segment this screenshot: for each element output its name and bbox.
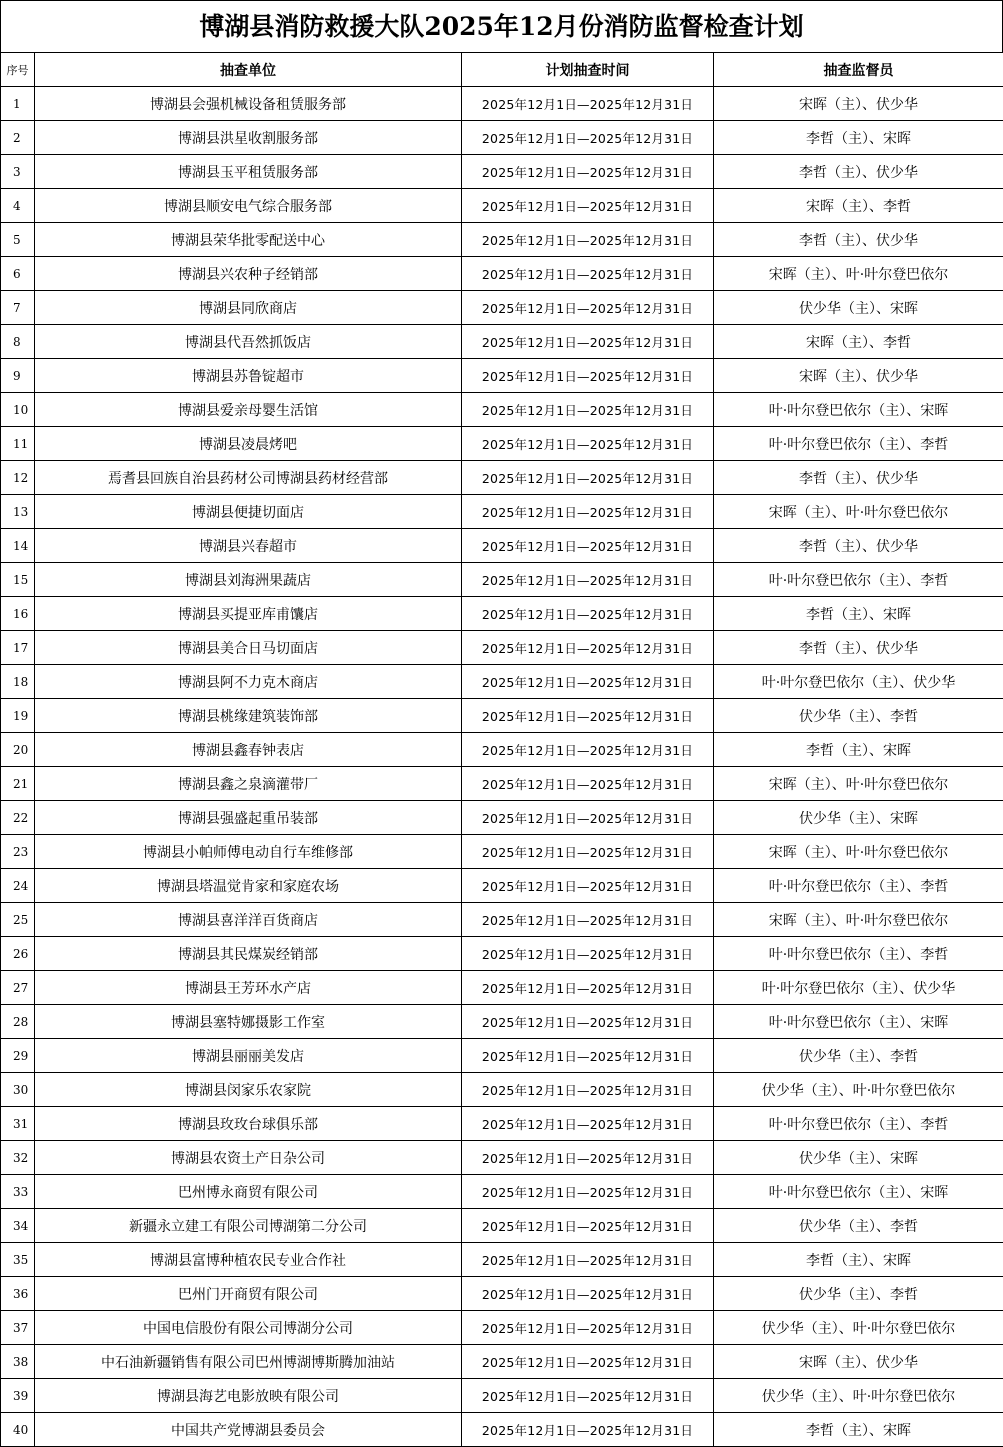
table-row bbox=[1, 563, 1003, 597]
row-staff: 李哲（主）、宋晖 bbox=[714, 597, 1003, 631]
row-unit: 博湖县塔温觉肯家和家庭农场 bbox=[35, 869, 462, 903]
row-number: 14 bbox=[1, 529, 35, 563]
row-number: 6 bbox=[1, 257, 35, 291]
row-number: 13 bbox=[1, 495, 35, 529]
row-time: 2025年12月1日—2025年12月31日 bbox=[462, 733, 714, 767]
row-staff: 李哲（主）、伏少华 bbox=[714, 461, 1003, 495]
row-number: 16 bbox=[1, 597, 35, 631]
row-unit: 博湖县爱亲母婴生活馆 bbox=[35, 393, 462, 427]
row-unit: 中国电信股份有限公司博湖分公司 bbox=[35, 1311, 462, 1345]
table-row bbox=[1, 1243, 1003, 1277]
row-unit: 博湖县玉平租赁服务部 bbox=[35, 155, 462, 189]
table-row bbox=[1, 223, 1003, 257]
row-number: 21 bbox=[1, 767, 35, 801]
table-row bbox=[1, 393, 1003, 427]
row-staff: 伏少华（主）、叶·叶尔登巴依尔 bbox=[714, 1073, 1003, 1107]
table-row bbox=[1, 971, 1003, 1005]
row-unit: 巴州博永商贸有限公司 bbox=[35, 1175, 462, 1209]
row-time: 2025年12月1日—2025年12月31日 bbox=[462, 869, 714, 903]
row-staff: 伏少华（主）、李哲 bbox=[714, 1209, 1003, 1243]
row-staff: 宋晖（主）、李哲 bbox=[714, 189, 1003, 223]
row-staff: 叶·叶尔登巴依尔（主）、李哲 bbox=[714, 1107, 1003, 1141]
row-staff: 叶·叶尔登巴依尔（主）、宋晖 bbox=[714, 393, 1003, 427]
row-unit: 博湖县鑫春钟表店 bbox=[35, 733, 462, 767]
row-time: 2025年12月1日—2025年12月31日 bbox=[462, 699, 714, 733]
row-time: 2025年12月1日—2025年12月31日 bbox=[462, 359, 714, 393]
row-staff: 伏少华（主）、叶·叶尔登巴依尔 bbox=[714, 1379, 1003, 1413]
row-unit: 新疆永立建工有限公司博湖第二分公司 bbox=[35, 1209, 462, 1243]
row-time: 2025年12月1日—2025年12月31日 bbox=[462, 495, 714, 529]
row-number: 36 bbox=[1, 1277, 35, 1311]
row-time: 2025年12月1日—2025年12月31日 bbox=[462, 325, 714, 359]
row-number: 38 bbox=[1, 1345, 35, 1379]
table-row bbox=[1, 121, 1003, 155]
row-time: 2025年12月1日—2025年12月31日 bbox=[462, 291, 714, 325]
row-staff: 李哲（主）、宋晖 bbox=[714, 121, 1003, 155]
row-number: 18 bbox=[1, 665, 35, 699]
row-number: 28 bbox=[1, 1005, 35, 1039]
row-number: 11 bbox=[1, 427, 35, 461]
row-unit: 博湖县鑫之泉滴灌带厂 bbox=[35, 767, 462, 801]
table-row bbox=[1, 359, 1003, 393]
row-unit: 博湖县洪星收割服务部 bbox=[35, 121, 462, 155]
row-staff: 宋晖（主）、叶·叶尔登巴依尔 bbox=[714, 257, 1003, 291]
row-staff: 叶·叶尔登巴依尔（主）、伏少华 bbox=[714, 665, 1003, 699]
row-number: 30 bbox=[1, 1073, 35, 1107]
row-unit: 博湖县丽丽美发店 bbox=[35, 1039, 462, 1073]
row-staff: 宋晖（主）、伏少华 bbox=[714, 87, 1003, 121]
row-number: 34 bbox=[1, 1209, 35, 1243]
row-staff: 宋晖（主）、叶·叶尔登巴依尔 bbox=[714, 835, 1003, 869]
row-time: 2025年12月1日—2025年12月31日 bbox=[462, 461, 714, 495]
row-unit: 博湖县便捷切面店 bbox=[35, 495, 462, 529]
header-no: 序号 bbox=[1, 53, 35, 87]
table-row bbox=[1, 1209, 1003, 1243]
row-staff: 宋晖（主）、李哲 bbox=[714, 325, 1003, 359]
row-staff: 叶·叶尔登巴依尔（主）、李哲 bbox=[714, 563, 1003, 597]
row-number: 23 bbox=[1, 835, 35, 869]
row-staff: 叶·叶尔登巴依尔（主）、伏少华 bbox=[714, 971, 1003, 1005]
table-row bbox=[1, 291, 1003, 325]
row-staff: 宋晖（主）、伏少华 bbox=[714, 359, 1003, 393]
row-time: 2025年12月1日—2025年12月31日 bbox=[462, 1073, 714, 1107]
row-number: 15 bbox=[1, 563, 35, 597]
row-staff: 伏少华（主）、李哲 bbox=[714, 1039, 1003, 1073]
row-unit: 博湖县刘海洲果蔬店 bbox=[35, 563, 462, 597]
row-time: 2025年12月1日—2025年12月31日 bbox=[462, 87, 714, 121]
table-row bbox=[1, 1175, 1003, 1209]
row-time: 2025年12月1日—2025年12月31日 bbox=[462, 1005, 714, 1039]
row-unit: 博湖县代吾然抓饭店 bbox=[35, 325, 462, 359]
table-row bbox=[1, 257, 1003, 291]
row-unit: 博湖县喜洋洋百货商店 bbox=[35, 903, 462, 937]
row-time: 2025年12月1日—2025年12月31日 bbox=[462, 155, 714, 189]
row-time: 2025年12月1日—2025年12月31日 bbox=[462, 529, 714, 563]
row-unit: 中石油新疆销售有限公司巴州博湖博斯腾加油站 bbox=[35, 1345, 462, 1379]
row-staff: 李哲（主）、伏少华 bbox=[714, 155, 1003, 189]
row-staff: 宋晖（主）、叶·叶尔登巴依尔 bbox=[714, 903, 1003, 937]
table-row bbox=[1, 1311, 1003, 1345]
table-row bbox=[1, 1413, 1003, 1447]
row-number: 26 bbox=[1, 937, 35, 971]
table-row bbox=[1, 835, 1003, 869]
row-number: 22 bbox=[1, 801, 35, 835]
row-time: 2025年12月1日—2025年12月31日 bbox=[462, 1379, 714, 1413]
row-time: 2025年12月1日—2025年12月31日 bbox=[462, 1243, 714, 1277]
row-number: 19 bbox=[1, 699, 35, 733]
row-time: 2025年12月1日—2025年12月31日 bbox=[462, 631, 714, 665]
row-unit: 博湖县顺安电气综合服务部 bbox=[35, 189, 462, 223]
table-row bbox=[1, 1073, 1003, 1107]
row-staff: 叶·叶尔登巴依尔（主）、李哲 bbox=[714, 937, 1003, 971]
row-time: 2025年12月1日—2025年12月31日 bbox=[462, 1107, 714, 1141]
row-unit: 博湖县兴春超市 bbox=[35, 529, 462, 563]
row-staff: 伏少华（主）、宋晖 bbox=[714, 801, 1003, 835]
row-time: 2025年12月1日—2025年12月31日 bbox=[462, 971, 714, 1005]
table-header bbox=[1, 53, 1003, 87]
row-number: 20 bbox=[1, 733, 35, 767]
table-row bbox=[1, 1039, 1003, 1073]
row-time: 2025年12月1日—2025年12月31日 bbox=[462, 1413, 714, 1447]
table-row bbox=[1, 597, 1003, 631]
row-time: 2025年12月1日—2025年12月31日 bbox=[462, 563, 714, 597]
table-row bbox=[1, 529, 1003, 563]
header-time: 计划抽查时间 bbox=[462, 53, 714, 87]
table-row bbox=[1, 155, 1003, 189]
row-number: 24 bbox=[1, 869, 35, 903]
row-unit: 博湖县桃缘建筑装饰部 bbox=[35, 699, 462, 733]
row-time: 2025年12月1日—2025年12月31日 bbox=[462, 1209, 714, 1243]
table-row bbox=[1, 869, 1003, 903]
row-staff: 宋晖（主）、伏少华 bbox=[714, 1345, 1003, 1379]
table-row bbox=[1, 1005, 1003, 1039]
table-row bbox=[1, 801, 1003, 835]
row-number: 9 bbox=[1, 359, 35, 393]
table-row bbox=[1, 427, 1003, 461]
row-number: 29 bbox=[1, 1039, 35, 1073]
table-row bbox=[1, 189, 1003, 223]
row-staff: 伏少华（主）、宋晖 bbox=[714, 1141, 1003, 1175]
row-staff: 伏少华（主）、叶·叶尔登巴依尔 bbox=[714, 1311, 1003, 1345]
row-time: 2025年12月1日—2025年12月31日 bbox=[462, 903, 714, 937]
table-row bbox=[1, 733, 1003, 767]
row-time: 2025年12月1日—2025年12月31日 bbox=[462, 1141, 714, 1175]
row-unit: 博湖县海艺电影放映有限公司 bbox=[35, 1379, 462, 1413]
row-unit: 博湖县苏鲁锭超市 bbox=[35, 359, 462, 393]
row-unit: 博湖县兴农种子经销部 bbox=[35, 257, 462, 291]
table-row bbox=[1, 767, 1003, 801]
row-unit: 博湖县其民煤炭经销部 bbox=[35, 937, 462, 971]
row-number: 12 bbox=[1, 461, 35, 495]
row-time: 2025年12月1日—2025年12月31日 bbox=[462, 257, 714, 291]
row-number: 5 bbox=[1, 223, 35, 257]
row-staff: 李哲（主）、伏少华 bbox=[714, 631, 1003, 665]
row-unit: 博湖县富博种植农民专业合作社 bbox=[35, 1243, 462, 1277]
row-time: 2025年12月1日—2025年12月31日 bbox=[462, 121, 714, 155]
row-time: 2025年12月1日—2025年12月31日 bbox=[462, 801, 714, 835]
table-row bbox=[1, 87, 1003, 121]
row-time: 2025年12月1日—2025年12月31日 bbox=[462, 1039, 714, 1073]
row-staff: 李哲（主）、宋晖 bbox=[714, 733, 1003, 767]
table-row bbox=[1, 937, 1003, 971]
row-staff: 宋晖（主）、叶·叶尔登巴依尔 bbox=[714, 495, 1003, 529]
row-staff: 叶·叶尔登巴依尔（主）、宋晖 bbox=[714, 1175, 1003, 1209]
row-time: 2025年12月1日—2025年12月31日 bbox=[462, 1175, 714, 1209]
document-title: 博湖县消防救援大队2025年12月份消防监督检查计划 bbox=[0, 0, 1003, 52]
row-unit: 中国共产党博湖县委员会 bbox=[35, 1413, 462, 1447]
row-number: 1 bbox=[1, 87, 35, 121]
row-number: 7 bbox=[1, 291, 35, 325]
row-number: 37 bbox=[1, 1311, 35, 1345]
inspection-plan-table bbox=[0, 52, 1003, 1447]
row-unit: 博湖县塞特娜摄影工作室 bbox=[35, 1005, 462, 1039]
row-unit: 博湖县美合日马切面店 bbox=[35, 631, 462, 665]
row-unit: 博湖县凌晨烤吧 bbox=[35, 427, 462, 461]
row-staff: 伏少华（主）、宋晖 bbox=[714, 291, 1003, 325]
table-row bbox=[1, 1379, 1003, 1413]
row-number: 8 bbox=[1, 325, 35, 359]
row-unit: 焉耆县回族自治县药材公司博湖县药材经营部 bbox=[35, 461, 462, 495]
row-number: 35 bbox=[1, 1243, 35, 1277]
row-staff: 伏少华（主）、李哲 bbox=[714, 1277, 1003, 1311]
row-time: 2025年12月1日—2025年12月31日 bbox=[462, 1345, 714, 1379]
row-unit: 博湖县阿不力克木商店 bbox=[35, 665, 462, 699]
row-time: 2025年12月1日—2025年12月31日 bbox=[462, 1277, 714, 1311]
header-staff: 抽查监督员 bbox=[714, 53, 1003, 87]
row-number: 33 bbox=[1, 1175, 35, 1209]
row-time: 2025年12月1日—2025年12月31日 bbox=[462, 427, 714, 461]
row-unit: 博湖县农资土产日杂公司 bbox=[35, 1141, 462, 1175]
row-number: 17 bbox=[1, 631, 35, 665]
row-unit: 博湖县闵家乐农家院 bbox=[35, 1073, 462, 1107]
row-unit: 博湖县玫玫台球俱乐部 bbox=[35, 1107, 462, 1141]
table-row bbox=[1, 495, 1003, 529]
row-number: 27 bbox=[1, 971, 35, 1005]
header-unit: 抽查单位 bbox=[35, 53, 462, 87]
row-staff: 叶·叶尔登巴依尔（主）、李哲 bbox=[714, 869, 1003, 903]
table-row bbox=[1, 1345, 1003, 1379]
row-time: 2025年12月1日—2025年12月31日 bbox=[462, 1311, 714, 1345]
table-row bbox=[1, 699, 1003, 733]
table-row bbox=[1, 1277, 1003, 1311]
row-staff: 宋晖（主）、叶·叶尔登巴依尔 bbox=[714, 767, 1003, 801]
row-number: 4 bbox=[1, 189, 35, 223]
row-number: 3 bbox=[1, 155, 35, 189]
table-row bbox=[1, 1107, 1003, 1141]
table-row bbox=[1, 665, 1003, 699]
row-time: 2025年12月1日—2025年12月31日 bbox=[462, 937, 714, 971]
row-staff: 李哲（主）、伏少华 bbox=[714, 223, 1003, 257]
row-time: 2025年12月1日—2025年12月31日 bbox=[462, 835, 714, 869]
row-number: 32 bbox=[1, 1141, 35, 1175]
row-number: 31 bbox=[1, 1107, 35, 1141]
row-unit: 博湖县荣华批零配送中心 bbox=[35, 223, 462, 257]
row-unit: 巴州门开商贸有限公司 bbox=[35, 1277, 462, 1311]
row-number: 39 bbox=[1, 1379, 35, 1413]
row-staff: 叶·叶尔登巴依尔（主）、宋晖 bbox=[714, 1005, 1003, 1039]
row-number: 40 bbox=[1, 1413, 35, 1447]
row-time: 2025年12月1日—2025年12月31日 bbox=[462, 393, 714, 427]
table-body bbox=[1, 87, 1003, 1447]
row-staff: 伏少华（主）、李哲 bbox=[714, 699, 1003, 733]
table-row bbox=[1, 1141, 1003, 1175]
table-row bbox=[1, 461, 1003, 495]
row-staff: 李哲（主）、宋晖 bbox=[714, 1243, 1003, 1277]
table-row bbox=[1, 903, 1003, 937]
table-row bbox=[1, 325, 1003, 359]
row-number: 10 bbox=[1, 393, 35, 427]
row-time: 2025年12月1日—2025年12月31日 bbox=[462, 665, 714, 699]
row-unit: 博湖县强盛起重吊装部 bbox=[35, 801, 462, 835]
row-time: 2025年12月1日—2025年12月31日 bbox=[462, 223, 714, 257]
row-unit: 博湖县小帕师傅电动自行车维修部 bbox=[35, 835, 462, 869]
row-time: 2025年12月1日—2025年12月31日 bbox=[462, 189, 714, 223]
row-time: 2025年12月1日—2025年12月31日 bbox=[462, 597, 714, 631]
row-unit: 博湖县会强机械设备租赁服务部 bbox=[35, 87, 462, 121]
row-unit: 博湖县买提亚库甫馕店 bbox=[35, 597, 462, 631]
table-row bbox=[1, 631, 1003, 665]
row-staff: 李哲（主）、伏少华 bbox=[714, 529, 1003, 563]
row-staff: 叶·叶尔登巴依尔（主）、李哲 bbox=[714, 427, 1003, 461]
row-time: 2025年12月1日—2025年12月31日 bbox=[462, 767, 714, 801]
header-row bbox=[1, 53, 1003, 87]
row-number: 2 bbox=[1, 121, 35, 155]
row-number: 25 bbox=[1, 903, 35, 937]
row-staff: 李哲（主）、宋晖 bbox=[714, 1413, 1003, 1447]
row-unit: 博湖县王芳环水产店 bbox=[35, 971, 462, 1005]
row-unit: 博湖县同欣商店 bbox=[35, 291, 462, 325]
